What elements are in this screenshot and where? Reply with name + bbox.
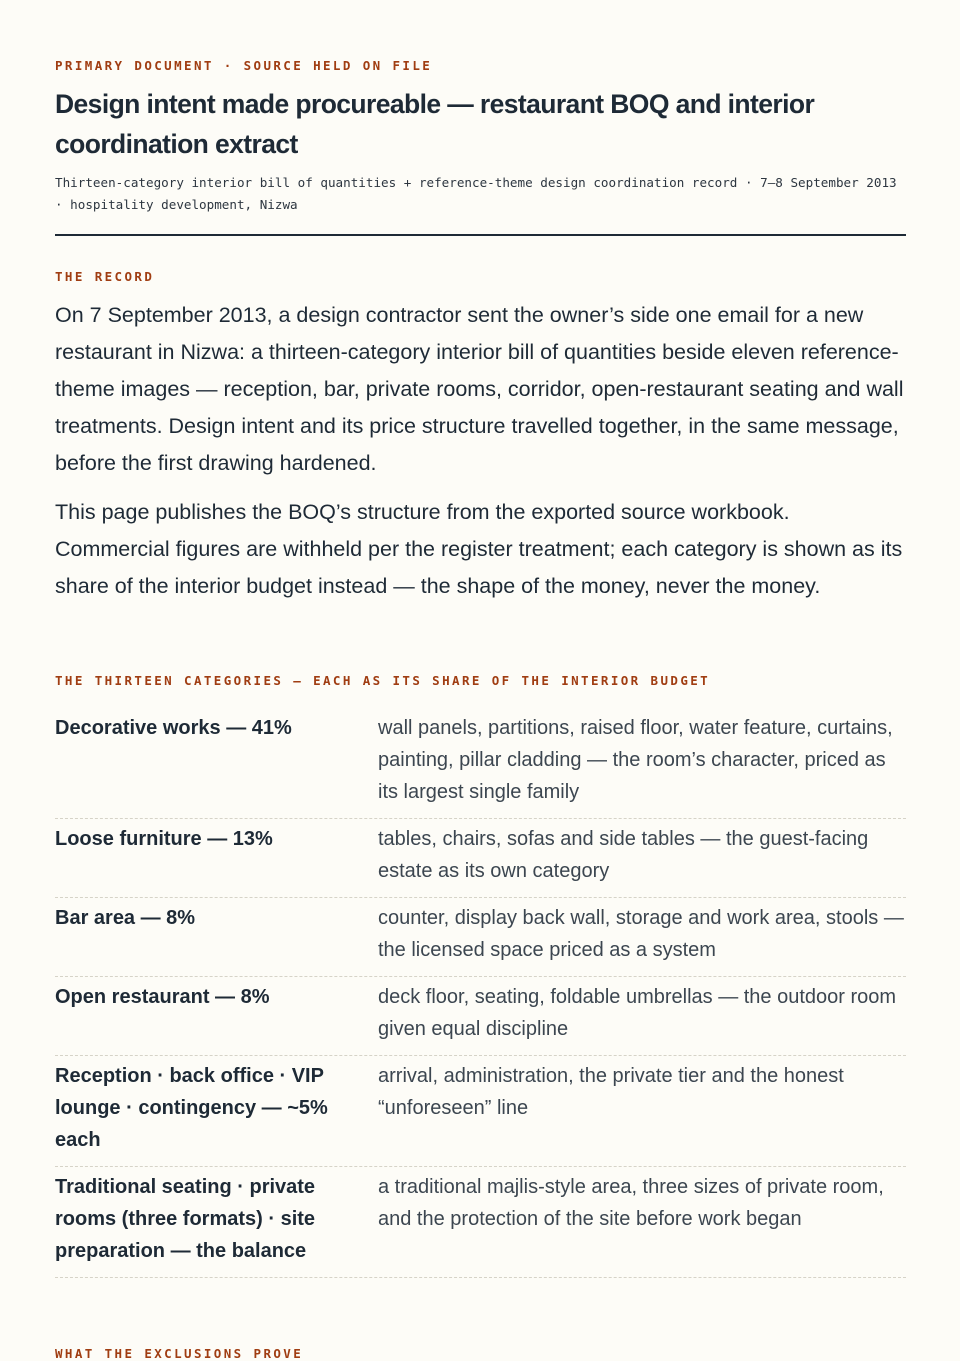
category-row (55, 898, 906, 977)
category-description: wall panels, partitions, raised floor, water feature, curtains, painting, pillar cladding — the room’s character, priced as its largest single family (378, 717, 893, 803)
category-description: arrival, administration, the private tier and the honest “unforeseen” line (378, 1065, 844, 1119)
category-row (55, 819, 906, 898)
category-row (55, 1167, 906, 1278)
category-row (55, 977, 906, 1056)
category-description: deck floor, seating, foldable umbrellas — the outdoor room given equal discipline (378, 986, 897, 1040)
record-section-label: THE RECORD (55, 269, 155, 284)
record-paragraph-1: On 7 September 2013, a design contractor sent the owner’s side one email for a new restaurant in Nizwa: a thirteen-category interior bill of quantities beside eleven reference-theme images — reception, bar, private rooms, corridor, open-restaurant seating and wall treatments. Design intent and its price structure travelled together, in the same message, before the first drawing hardened. (55, 303, 904, 475)
document-eyebrow: PRIMARY DOCUMENT · SOURCE HELD ON FILE (55, 58, 433, 73)
category-list (55, 708, 906, 1278)
page-title: Design intent made procureable — restaurant BOQ and interior coordination extract (55, 89, 815, 159)
category-name: Open restaurant — 8% (55, 986, 270, 1008)
category-name: Reception · back office · VIP lounge · contingency — ~5% each (55, 1065, 328, 1151)
header-divider (55, 234, 906, 236)
document-subtitle: Thirteen-category interior bill of quantities + reference-theme design coordination record · 7–8 September 2013 · hospitality development, Nizwa (55, 175, 897, 212)
category-name: Bar area — 8% (55, 907, 196, 929)
category-row (55, 708, 906, 819)
category-description: counter, display back wall, storage and work area, stools — the licensed space priced as a system (378, 907, 904, 961)
category-description: tables, chairs, sofas and side tables — the guest-facing estate as its own category (378, 828, 869, 882)
category-name: Loose furniture — 13% (55, 828, 273, 850)
category-name: Traditional seating · private rooms (three formats) · site preparation — the balance (55, 1176, 316, 1262)
category-row (55, 1056, 906, 1167)
exclusions-section-label: WHAT THE EXCLUSIONS PROVE (55, 1346, 304, 1361)
category-name: Decorative works — 41% (55, 717, 292, 739)
category-description: a traditional majlis-style area, three sizes of private room, and the protection of the site before work began (378, 1176, 884, 1230)
categories-section-label: THE THIRTEEN CATEGORIES — EACH AS ITS SHARE OF THE INTERIOR BUDGET (55, 673, 711, 688)
record-paragraph-2: This page publishes the BOQ’s structure from the exported source workbook. Commercial figures are withheld per the register treatment; each category is shown as its share of the interior budget instead — the shape of the money, never the money. (55, 500, 903, 598)
